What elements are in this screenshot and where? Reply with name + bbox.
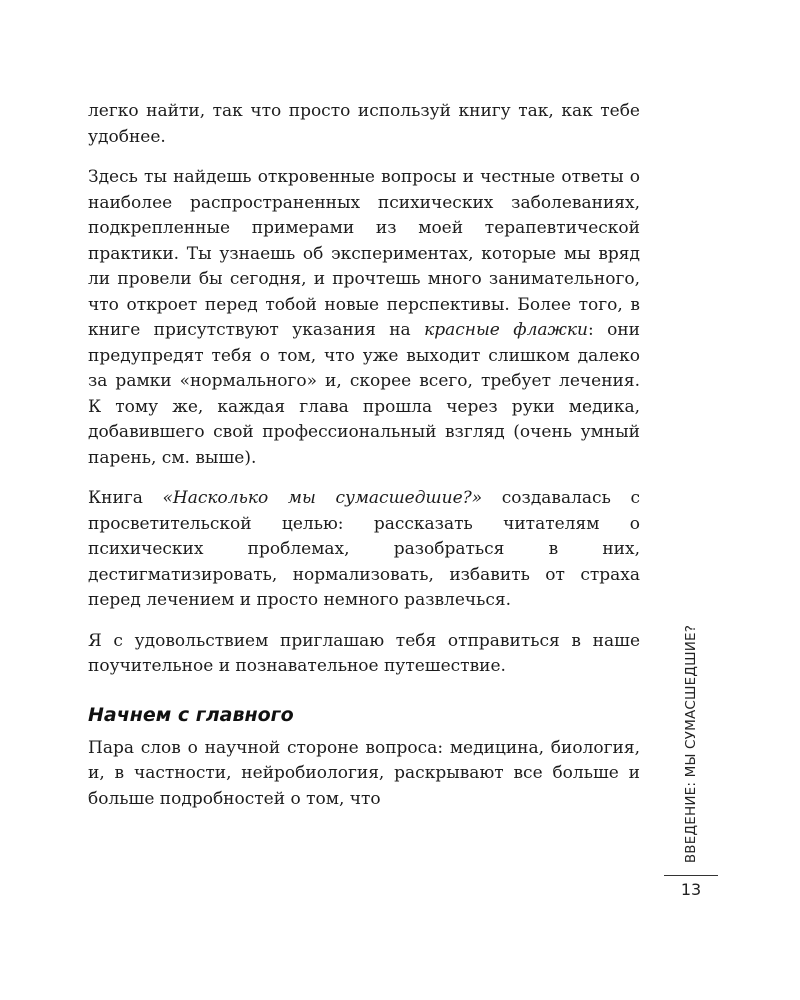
running-header-text: ВВЕДЕНИЕ: МЫ СУМАСШЕДШИЕ?: [683, 624, 699, 864]
paragraph-book-purpose: [88, 486, 640, 614]
emphasis-book-title: «Насколько мы сумасшедшие?»: [162, 488, 483, 508]
paragraph-text: создавалась с просветительской целью: рассказать читателям о психических проблемах, разобраться в них, дестигматизировать, нормализовать, избавить от страха перед лечением и просто немного развлечься.: [88, 488, 640, 610]
paragraph-text: Книга: [88, 488, 163, 508]
page-number-divider: [664, 875, 718, 876]
paragraph-intro-continuation: легко найти, так что просто используй книгу так, как тебе удобнее.: [88, 101, 640, 147]
paragraph-invitation: Я с удовольствием приглашаю тебя отправиться в наше поучительное и познавательное путешествие.: [88, 630, 640, 676]
running-header: [679, 624, 703, 864]
paragraph-text: : они предупредят тебя о том, что уже выходит слишком далеко за рамки «нормального» и, скорее всего, требует лечения. К тому же, каждая глава прошла через руки медика, добавившего свой профессиональный взгляд (очень умный парень, см. выше).: [88, 320, 640, 468]
page-body: [88, 99, 640, 827]
section-heading: Начнем с главного: [88, 703, 294, 726]
paragraph-text: Здесь ты найдешь откровенные вопросы и честные ответы о наиболее распространенных психических заболеваниях, подкрепленные примерами из моей терапевтической практики. Ты узнаешь об экспериментах, которые мы вряд ли провели бы сегодня, и прочтешь много занимательного, что откроет перед тобой новые перспективы. Более того, в книге присутствуют указания на: [88, 167, 640, 340]
page-number: 13: [680, 880, 702, 899]
emphasis-red-flags: красные флажки: [424, 320, 588, 340]
paragraph-book-contents: [88, 165, 640, 471]
paragraph-science: Пара слов о научной стороне вопроса: медицина, биология, и, в частности, нейробиология, раскрывают все больше и больше подробностей о том, что: [88, 737, 640, 809]
